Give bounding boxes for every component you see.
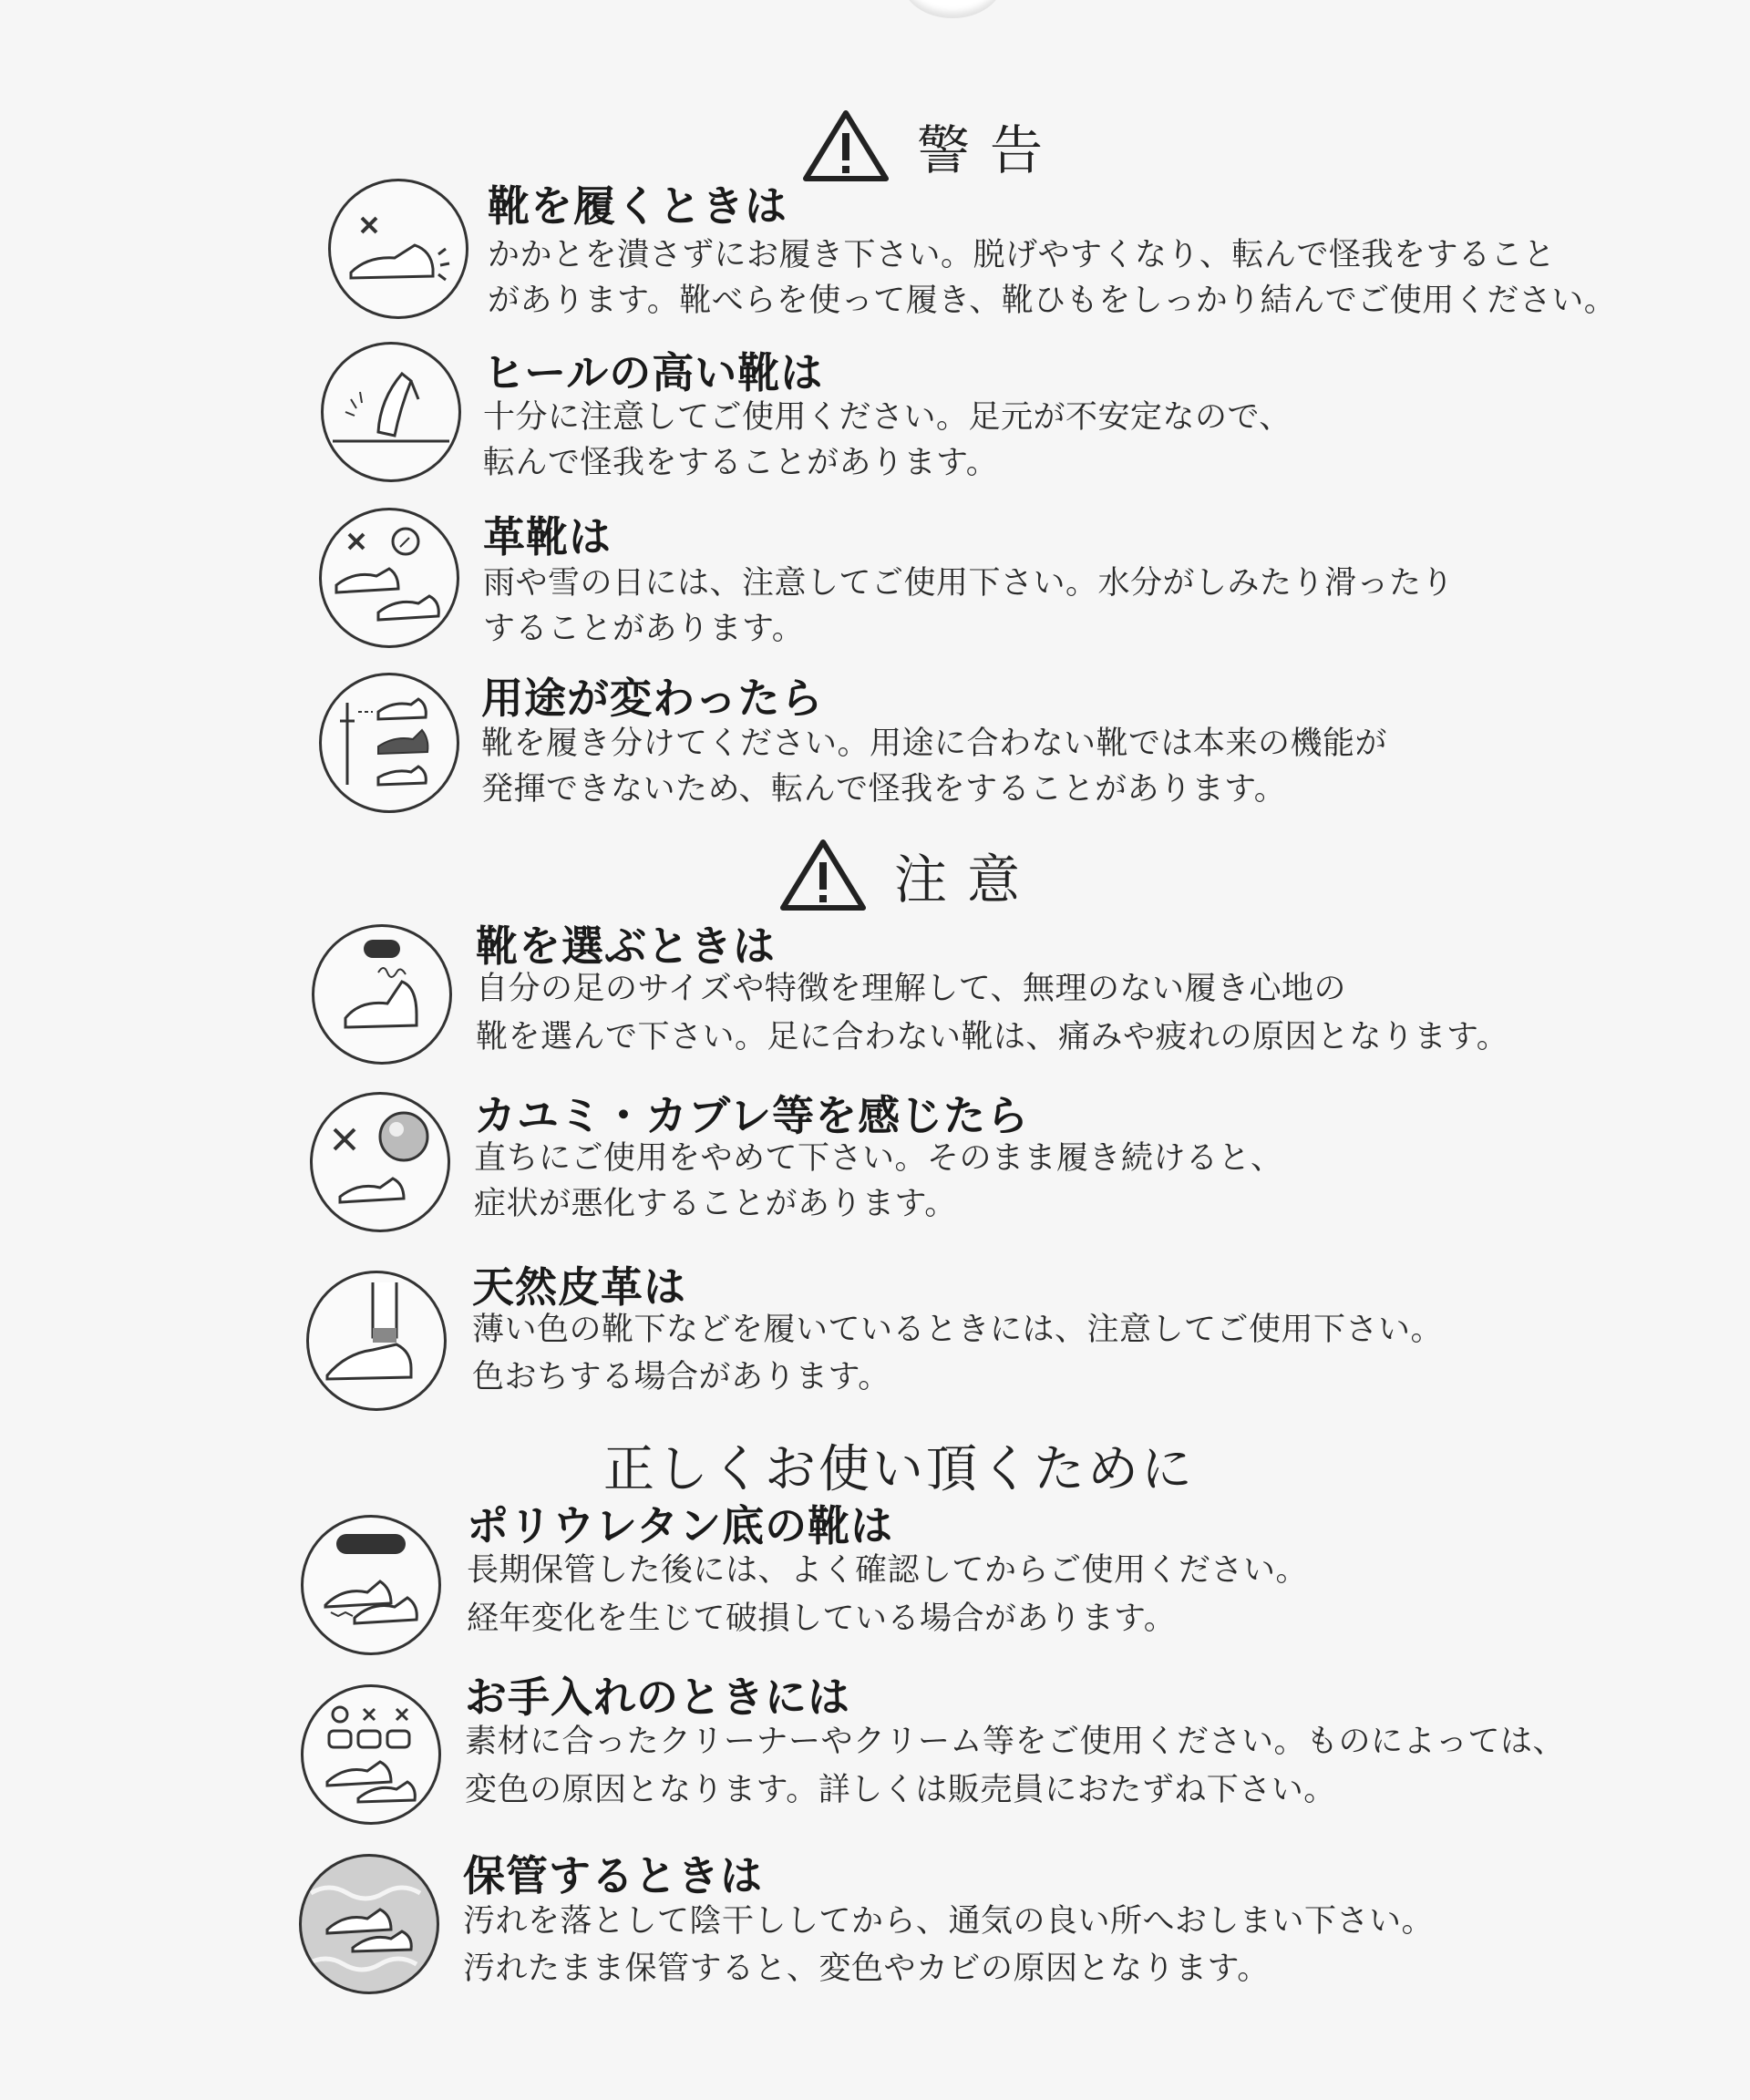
- warning-heading-text: 警告: [917, 119, 1064, 181]
- item-text-line: 長期保管した後には、よく確認してからご使用ください。: [467, 1552, 1309, 1589]
- item-text-line: 自分の足のサイズや特徴を理解して、無理のない履き心地の: [476, 971, 1347, 1007]
- item-title: 革靴は: [483, 512, 612, 561]
- item-title: 用途が変わったら: [481, 674, 824, 723]
- shoe-purpose-icon: [319, 673, 459, 813]
- item-text-line: 症状が悪化することがあります。: [474, 1186, 957, 1222]
- shoe-cream-icon: [301, 1684, 441, 1825]
- item-title: 靴を選ぶときは: [476, 921, 776, 971]
- item-text-line: があります。靴べらを使って履き、靴ひもをしっかり結んでご使用ください。: [488, 283, 1617, 319]
- caution-triangle-icon: [779, 839, 867, 911]
- item-text-line: 転んで怪我をすることがあります。: [483, 445, 999, 481]
- warning-triangle-icon: [802, 109, 890, 182]
- item-title: 靴を履くときは: [488, 181, 788, 231]
- item-high-heels: [0, 342, 1750, 515]
- proper-use-heading: 正しくお使い頂くために: [603, 1440, 1195, 1499]
- caution-heading-text: 注意: [894, 849, 1041, 911]
- item-title: ヒールの高い靴は: [483, 348, 824, 397]
- leather-sock-icon: [306, 1271, 447, 1411]
- item-text-line: することがあります。: [483, 611, 805, 647]
- item-text-line: 素材に合ったクリーナーやクリーム等をご使用ください。ものによっては、: [465, 1724, 1566, 1760]
- shoe-storage-icon: [299, 1854, 439, 1994]
- item-shoe-care: [0, 1666, 1750, 1839]
- leather-shoe-rain-icon: [319, 508, 459, 648]
- item-polyurethane-sole: [0, 1497, 1750, 1670]
- item-title: カユミ・カブレ等を感じたら: [474, 1091, 1030, 1140]
- item-text-line: 直ちにご使用をやめて下さい。そのまま履き続けると、: [474, 1140, 1283, 1177]
- item-shoe-wearing: [0, 173, 1750, 346]
- item-text-line: かかとを潰さずにお履き下さい。脱げやすくなり、転んで怪我をすること: [488, 237, 1556, 273]
- item-purpose-change: [0, 673, 1750, 846]
- item-title: 保管するときは: [463, 1851, 763, 1900]
- item-text-line: 十分に注意してご使用ください。足元が不安定なので、: [483, 399, 1292, 436]
- item-text-line: 汚れを落として陰干ししてから、通気の良い所へおしまい下さい。: [463, 1903, 1435, 1940]
- polyurethane-sole-icon: [301, 1515, 441, 1655]
- item-itch-rash: [0, 1083, 1750, 1256]
- item-text-line: 靴を履き分けてください。用途に合わない靴では本来の機能が: [481, 726, 1388, 762]
- item-text-line: 発揮できないため、転んで怪我をすることがあります。: [481, 771, 1287, 808]
- high-heel-icon: [321, 342, 461, 482]
- item-text-line: 汚れたまま保管すると、変色やカビの原因となります。: [463, 1951, 1270, 1987]
- item-text-line: 雨や雪の日には、注意してご使用下さい。水分がしみたり滑ったり: [483, 565, 1455, 602]
- hang-tag-hole: [902, 0, 1003, 18]
- caution-heading: [779, 837, 1040, 913]
- item-title: 天然皮革は: [472, 1262, 686, 1312]
- item-title: ポリウレタン底の靴は: [467, 1501, 894, 1550]
- shoe-size-icon: [312, 924, 452, 1065]
- item-title: お手入れのときには: [465, 1673, 850, 1722]
- item-text-line: 経年変化を生じて破損している場合があります。: [467, 1601, 1177, 1637]
- blister-icon: [310, 1092, 450, 1232]
- item-text-line: 色おちする場合があります。: [472, 1359, 890, 1395]
- item-text-line: 変色の原因となります。詳しくは販売員におたずね下さい。: [465, 1772, 1336, 1808]
- item-shoe-storage: [0, 1843, 1750, 2016]
- item-text-line: 靴を選んで下さい。足に合わない靴は、痛みや疲れの原因となります。: [476, 1019, 1509, 1055]
- item-natural-leather: [0, 1254, 1750, 1427]
- item-text-line: 薄い色の靴下などを履いているときには、注意してご使用下さい。: [472, 1312, 1444, 1348]
- item-leather-shoes: [0, 508, 1750, 681]
- item-choosing-shoes: [0, 913, 1750, 1086]
- shoe-heel-crush-icon: [328, 179, 468, 319]
